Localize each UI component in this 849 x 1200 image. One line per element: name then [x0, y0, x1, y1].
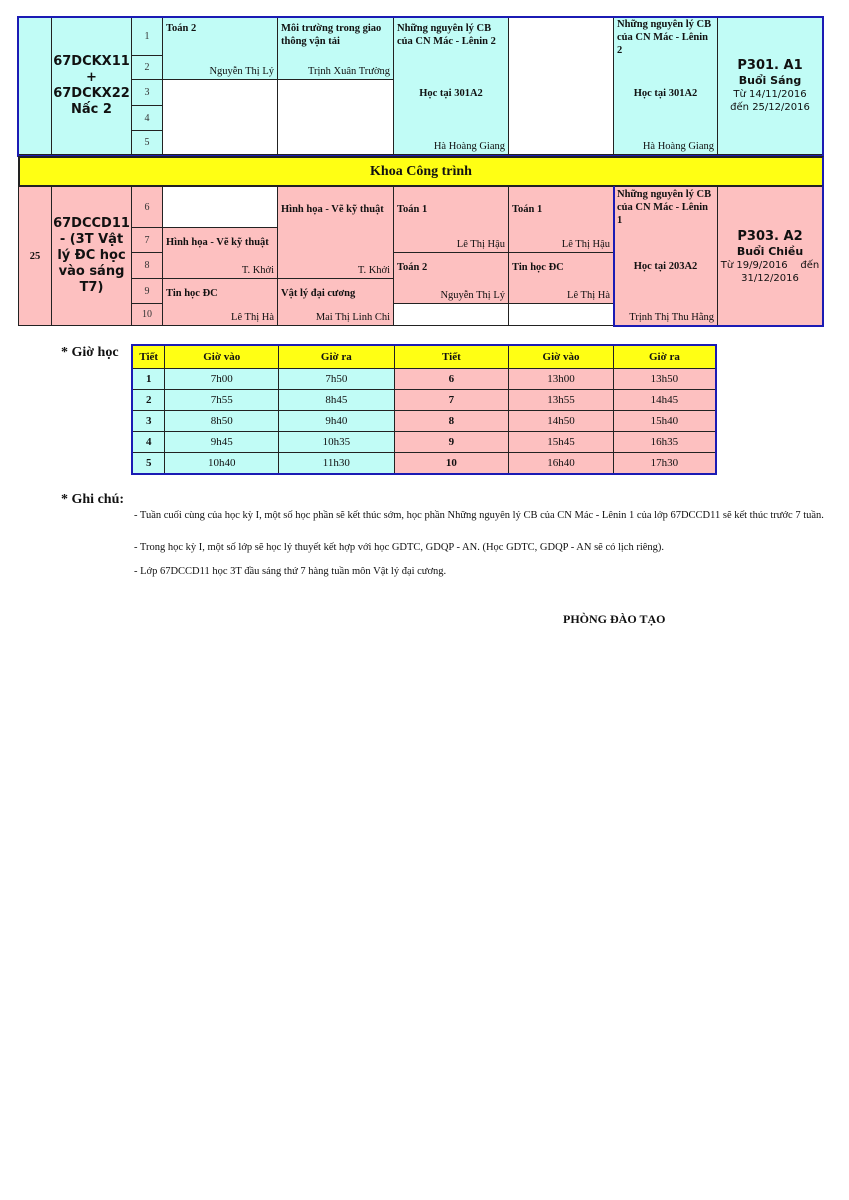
- course-teacher: Nguyễn Thị Lý: [440, 290, 505, 301]
- start-time-cell: 13h00: [509, 369, 614, 390]
- header-cell: Tiết: [132, 345, 165, 369]
- course-subject: Tin học ĐC: [166, 288, 218, 299]
- empty-cell: [509, 304, 614, 326]
- table-row: [132, 390, 716, 411]
- signature-office: PHÒNG ĐÀO TẠO: [563, 612, 666, 626]
- course-subject: Hình họa - Vẽ kỹ thuật: [166, 237, 269, 248]
- room-cell: [718, 17, 823, 155]
- end-time-cell: 9h40: [279, 411, 395, 432]
- hours-table: [131, 344, 717, 475]
- course-teacher: Hà Hoàng Giang: [642, 141, 714, 152]
- course-cell: [509, 187, 614, 253]
- period-cell: 10: [132, 304, 163, 326]
- course-teacher: Mai Thị Linh Chi: [315, 312, 390, 323]
- room-date-from: Từ 14/11/2016: [733, 89, 807, 100]
- class-name-cell: [52, 17, 132, 155]
- start-time-cell: 14h50: [509, 411, 614, 432]
- course-cell: [614, 17, 718, 155]
- course-cell: [394, 253, 509, 304]
- hours-header-row: [132, 345, 716, 369]
- course-cell: [163, 228, 278, 279]
- end-time-cell: 13h50: [613, 369, 716, 390]
- stt-cell: 25: [18, 187, 52, 326]
- class-name-line: lý ĐC học: [57, 248, 126, 263]
- period-cell: 2: [132, 390, 165, 411]
- period-cell: 3: [132, 80, 163, 106]
- end-time-cell: 11h30: [279, 453, 395, 475]
- course-cell: [394, 187, 509, 253]
- end-time-cell: 17h30: [613, 453, 716, 475]
- course-cell: [278, 279, 394, 326]
- table-row: [132, 432, 716, 453]
- note-item: - Trong học kỳ I, một số lớp sẽ học lý thuyết kết hợp với học GDTC, GDQP - AN. (Học GDTC, GDQP - AN sẽ có lịch riêng).: [134, 542, 665, 553]
- period-cell: 5: [132, 131, 163, 155]
- course-cell: [278, 187, 394, 279]
- course-subject: Những nguyên lý CB của CN Mác - Lênin 1: [617, 189, 712, 226]
- course-teacher: Trịnh Thị Thu Hằng: [629, 312, 714, 323]
- period-cell: 6: [394, 369, 509, 390]
- room-session: Buổi Chiều: [736, 244, 804, 258]
- course-teacher: Lê Thị Hà: [231, 312, 274, 323]
- course-teacher: Nguyễn Thị Lý: [209, 66, 274, 77]
- start-time-cell: 9h45: [165, 432, 279, 453]
- course-teacher: Lê Thị Hậu: [561, 239, 610, 250]
- room-name: P303. A2: [737, 228, 803, 244]
- room-date-to: đến 25/12/2016: [730, 102, 810, 113]
- header-cell: Giờ vào: [509, 345, 614, 369]
- start-time-cell: 7h55: [165, 390, 279, 411]
- period-cell: 7: [132, 228, 163, 253]
- course-cell: [614, 187, 718, 326]
- notes-section-label: * Ghi chú:: [61, 492, 125, 507]
- course-teacher: Trịnh Xuân Trường: [307, 66, 390, 77]
- table-row: [132, 411, 716, 432]
- period-cell: 8: [394, 411, 509, 432]
- class-name-line: - (3T Vật: [59, 232, 124, 247]
- course-cell: [278, 17, 394, 80]
- start-time-cell: 13h55: [509, 390, 614, 411]
- start-time-cell: 7h00: [165, 369, 279, 390]
- start-time-cell: 15h45: [509, 432, 614, 453]
- stt-cell: [18, 17, 52, 155]
- class-name-line: T7): [79, 280, 104, 295]
- course-subject: Toán 2: [166, 23, 197, 34]
- period-cell: 4: [132, 106, 163, 131]
- class-name-line: 67DCKX22: [53, 85, 130, 101]
- period-cell: 3: [132, 411, 165, 432]
- room-date-from: Từ 19/9/2016 đến: [720, 259, 820, 271]
- course-location: Học tại 203A2: [633, 261, 698, 272]
- room-name: P301. A1: [737, 58, 803, 73]
- class-name-line: 67DCCD11: [53, 216, 130, 231]
- empty-cell: [509, 17, 614, 155]
- course-subject: Toán 1: [512, 204, 543, 215]
- period-cell: 7: [394, 390, 509, 411]
- course-location: Học tại 301A2: [633, 88, 698, 99]
- period-cell: 2: [132, 56, 163, 80]
- period-cell: 1: [132, 17, 163, 56]
- hours-section-label: * Giờ học: [61, 345, 119, 360]
- course-teacher: Hà Hoàng Giang: [433, 141, 505, 152]
- empty-cell: [394, 304, 509, 326]
- header-cell: Giờ ra: [613, 345, 716, 369]
- period-cell: 4: [132, 432, 165, 453]
- course-cell: [509, 253, 614, 304]
- course-subject: Những nguyên lý CB của CN Mác - Lênin 2: [617, 19, 712, 56]
- start-time-cell: 8h50: [165, 411, 279, 432]
- course-teacher: Lê Thị Hậu: [456, 239, 505, 250]
- header-cell: Giờ vào: [165, 345, 279, 369]
- period-cell: 1: [132, 369, 165, 390]
- faculty-header: Khoa Công trình: [18, 156, 824, 187]
- start-time-cell: 10h40: [165, 453, 279, 475]
- course-teacher: T. Khởi: [357, 265, 390, 276]
- end-time-cell: 14h45: [613, 390, 716, 411]
- class-name-line: 67DCKX11: [53, 53, 130, 69]
- course-teacher: Lê Thị Hà: [567, 290, 610, 301]
- period-cell: 5: [132, 453, 165, 475]
- course-subject: Hình họa - Vẽ kỹ thuật: [281, 204, 384, 215]
- room-session: Buổi Sáng: [738, 74, 802, 87]
- end-time-cell: 7h50: [279, 369, 395, 390]
- course-subject: Những nguyên lý CB của CN Mác - Lênin 2: [397, 23, 496, 47]
- class-name-cell: [52, 187, 132, 326]
- course-subject: Toán 1: [397, 204, 428, 215]
- course-teacher: T. Khởi: [241, 265, 274, 276]
- note-item: - Lớp 67DCCD11 học 3T đầu sáng thứ 7 hàng tuần môn Vật lý đại cương.: [134, 566, 447, 577]
- course-cell: [163, 17, 278, 80]
- end-time-cell: 15h40: [613, 411, 716, 432]
- course-subject: Tin học ĐC: [512, 262, 564, 273]
- room-date-to: 31/12/2016: [741, 272, 799, 284]
- period-cell: 10: [394, 453, 509, 475]
- end-time-cell: 16h35: [613, 432, 716, 453]
- course-cell: [163, 279, 278, 326]
- table-row: [132, 453, 716, 475]
- period-cell: 9: [132, 279, 163, 304]
- header-cell: Tiết: [394, 345, 509, 369]
- course-subject: Vật lý đại cương: [281, 288, 356, 299]
- course-subject: Toán 2: [397, 262, 428, 273]
- empty-cell: [278, 80, 394, 155]
- course-location: Học tại 301A2: [419, 88, 483, 99]
- empty-cell: [163, 187, 278, 228]
- period-cell: 6: [132, 187, 163, 228]
- course-subject: Môi trường trong giao thông vận tải: [281, 23, 382, 47]
- end-time-cell: 8h45: [279, 390, 395, 411]
- class-name-line: +: [86, 69, 97, 85]
- period-cell: 9: [394, 432, 509, 453]
- empty-cell: [163, 80, 278, 155]
- start-time-cell: 16h40: [509, 453, 614, 475]
- period-cell: 8: [132, 253, 163, 279]
- course-cell: [394, 17, 509, 155]
- class-name-line: vào sáng: [58, 264, 125, 279]
- end-time-cell: 10h35: [279, 432, 395, 453]
- header-cell: Giờ ra: [279, 345, 395, 369]
- table-row: [132, 369, 716, 390]
- class-name-line: Nấc 2: [71, 101, 112, 117]
- note-item: - Tuần cuối cùng của học kỳ I, một số học phần sẽ kết thúc sớm, học phần Những nguyên lý CB của CN Mác - Lênin 1 của lớp 67DCCD11 sẽ kết thúc trước 7 tuần.: [134, 510, 824, 521]
- room-cell: [718, 187, 823, 326]
